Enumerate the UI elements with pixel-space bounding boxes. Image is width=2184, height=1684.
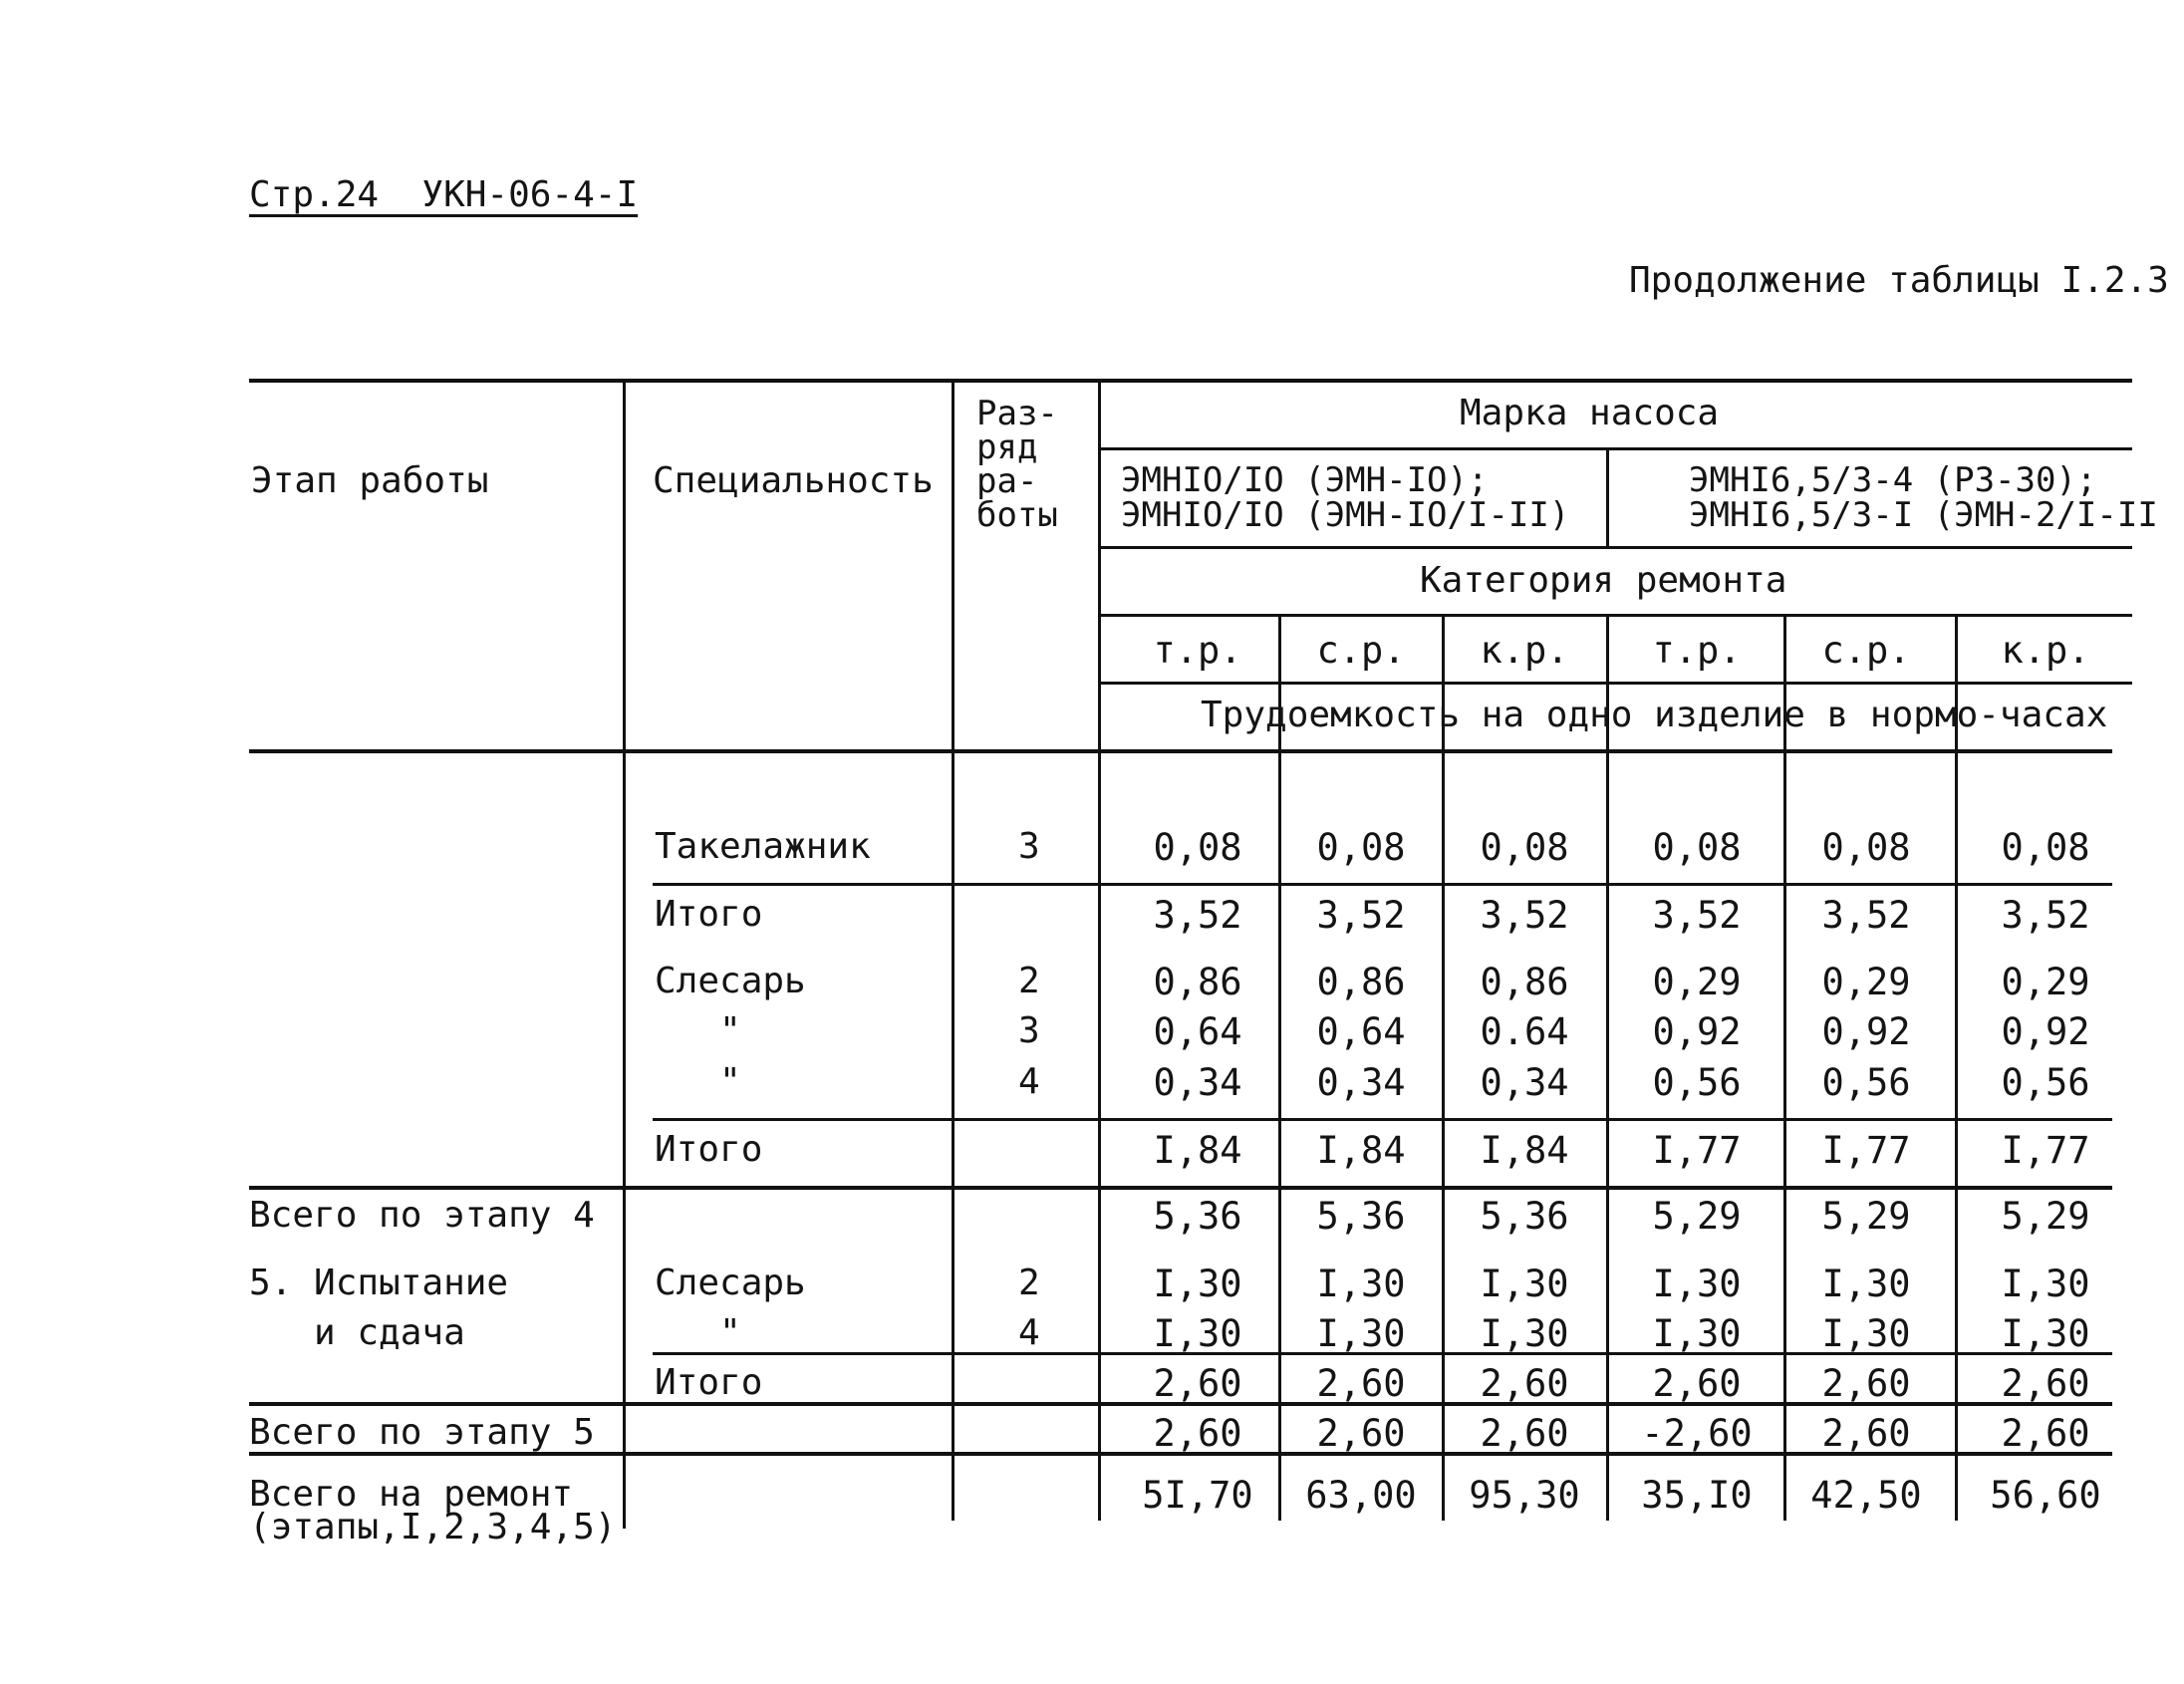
header-stage: Этап работы <box>251 460 489 501</box>
row-specialty: Слесарь <box>655 1263 806 1303</box>
row-value: 3,52 <box>1821 894 1911 937</box>
row-value: 0,08 <box>1316 826 1406 869</box>
category-cell: с.р. <box>1821 629 1911 672</box>
row-value: 0,56 <box>1821 1061 1911 1104</box>
row-value: 56,60 <box>1990 1474 2101 1517</box>
row-value: 0,86 <box>1480 961 1569 1003</box>
row-value: -2,60 <box>1641 1412 1753 1455</box>
row-value: 0,64 <box>1153 1010 1242 1053</box>
row-specialty: Итого <box>655 894 763 935</box>
row-value: 2,60 <box>2001 1412 2090 1455</box>
row-value: 0,86 <box>1153 961 1242 1003</box>
row-stage: Всего по этапу 5 <box>249 1412 595 1453</box>
row-grade: 2 <box>1018 961 1040 1001</box>
row-value: 0,08 <box>2001 826 2090 869</box>
row-value: I,77 <box>1821 1129 1911 1172</box>
row-value: 2,60 <box>2001 1362 2090 1405</box>
row-specialty: " <box>719 1061 741 1102</box>
row-value: 0,08 <box>1652 826 1742 869</box>
row-value: I,30 <box>1821 1263 1911 1305</box>
table-caption: Продолжение таблицы I.2.3 <box>1629 260 2169 301</box>
row-value: I,30 <box>1316 1312 1406 1355</box>
row-value: 5,29 <box>1652 1195 1742 1238</box>
row-value: I,30 <box>1821 1312 1911 1355</box>
row-value: 63,00 <box>1305 1474 1417 1517</box>
row-value: I,30 <box>2001 1263 2090 1305</box>
row-value: I,77 <box>1652 1129 1742 1172</box>
row-value: 0,08 <box>1153 826 1242 869</box>
row-value: I,30 <box>1652 1263 1742 1305</box>
row-grade: 4 <box>1018 1312 1040 1353</box>
row-value: 3,52 <box>1153 894 1242 937</box>
row-value: 5,29 <box>1821 1195 1911 1238</box>
row-grade: 4 <box>1018 1061 1040 1102</box>
row-grade: 2 <box>1018 1263 1040 1303</box>
row-value: 2,60 <box>1316 1362 1406 1405</box>
category-cell: к.р. <box>2001 629 2090 672</box>
row-specialty: Итого <box>655 1129 763 1170</box>
row-value: 42,50 <box>1810 1474 1922 1517</box>
row-value: 0,92 <box>1821 1010 1911 1053</box>
row-value: 2,60 <box>1153 1362 1242 1405</box>
category-cell: т.р. <box>1652 629 1742 672</box>
row-value: 0,29 <box>1652 961 1742 1003</box>
row-value: 95,30 <box>1469 1474 1580 1517</box>
row-value: 2,60 <box>1153 1412 1242 1455</box>
row-value: 3,52 <box>1316 894 1406 937</box>
row-stage: и сдача <box>249 1312 465 1353</box>
row-specialty: Итого <box>655 1362 763 1403</box>
header-labor-intensity: Трудоемкость на одно изделие в нормо-часах <box>1201 695 2108 735</box>
row-value: 0,64 <box>1316 1010 1406 1053</box>
row-value: 5I,70 <box>1142 1474 1253 1517</box>
row-value: 3,52 <box>2001 894 2090 937</box>
row-value: I,84 <box>1480 1129 1569 1172</box>
row-value: 0,92 <box>2001 1010 2090 1053</box>
page-header: Стр.24 УКН-06-4-I <box>249 174 639 215</box>
row-value: 2,60 <box>1480 1362 1569 1405</box>
row-value: I,30 <box>1153 1263 1242 1305</box>
row-value: I,30 <box>1480 1263 1569 1305</box>
row-specialty: " <box>719 1312 741 1353</box>
row-value: I,30 <box>1480 1312 1569 1355</box>
row-value: 2,60 <box>1652 1362 1742 1405</box>
row-value: I,30 <box>1652 1312 1742 1355</box>
row-specialty: Слесарь <box>655 961 806 1001</box>
row-value: 0,86 <box>1316 961 1406 1003</box>
row-value: 2,60 <box>1821 1362 1911 1405</box>
row-specialty: " <box>719 1010 741 1051</box>
category-cell: к.р. <box>1480 629 1569 672</box>
header-specialty: Специальность <box>653 460 934 501</box>
row-value: 5,36 <box>1480 1195 1569 1238</box>
row-value: 0,08 <box>1821 826 1911 869</box>
row-value: 5,36 <box>1153 1195 1242 1238</box>
row-value: I,30 <box>1316 1263 1406 1305</box>
row-value: I,30 <box>1153 1312 1242 1355</box>
row-value: 2,60 <box>1480 1412 1569 1455</box>
row-grade: 3 <box>1018 826 1040 867</box>
row-value: 2,60 <box>1316 1412 1406 1455</box>
row-value: 2,60 <box>1821 1412 1911 1455</box>
row-value: 0,92 <box>1652 1010 1742 1053</box>
row-stage: (этапы,I,2,3,4,5) <box>249 1507 617 1547</box>
row-value: 3,52 <box>1480 894 1569 937</box>
row-value: 0,56 <box>2001 1061 2090 1104</box>
header-repair-category: Категория ремонта <box>1420 560 1787 601</box>
category-cell: с.р. <box>1316 629 1406 672</box>
header-pump-brand: Марка насоса <box>1460 393 1720 433</box>
row-value: 3,52 <box>1652 894 1742 937</box>
row-value: I,77 <box>2001 1129 2090 1172</box>
row-value: 0,29 <box>2001 961 2090 1003</box>
category-cell: т.р. <box>1153 629 1242 672</box>
row-value: 0,34 <box>1480 1061 1569 1104</box>
row-stage: 5. Испытание <box>249 1263 509 1303</box>
row-value: 0.64 <box>1480 1010 1569 1053</box>
row-value: 5,36 <box>1316 1195 1406 1238</box>
row-value: 0,29 <box>1821 961 1911 1003</box>
row-value: 0,34 <box>1153 1061 1242 1104</box>
row-value: 0,08 <box>1480 826 1569 869</box>
row-grade: 3 <box>1018 1010 1040 1051</box>
row-value: I,84 <box>1153 1129 1242 1172</box>
row-value: 0,56 <box>1652 1061 1742 1104</box>
row-stage: Всего по этапу 4 <box>249 1195 595 1236</box>
row-value: 0,34 <box>1316 1061 1406 1104</box>
row-value: I,84 <box>1316 1129 1406 1172</box>
row-specialty: Такелажник <box>655 826 871 867</box>
row-value: 5,29 <box>2001 1195 2090 1238</box>
row-value: I,30 <box>2001 1312 2090 1355</box>
row-value: 35,I0 <box>1641 1474 1753 1517</box>
row-stage: Всего на ремонт <box>249 1474 574 1515</box>
